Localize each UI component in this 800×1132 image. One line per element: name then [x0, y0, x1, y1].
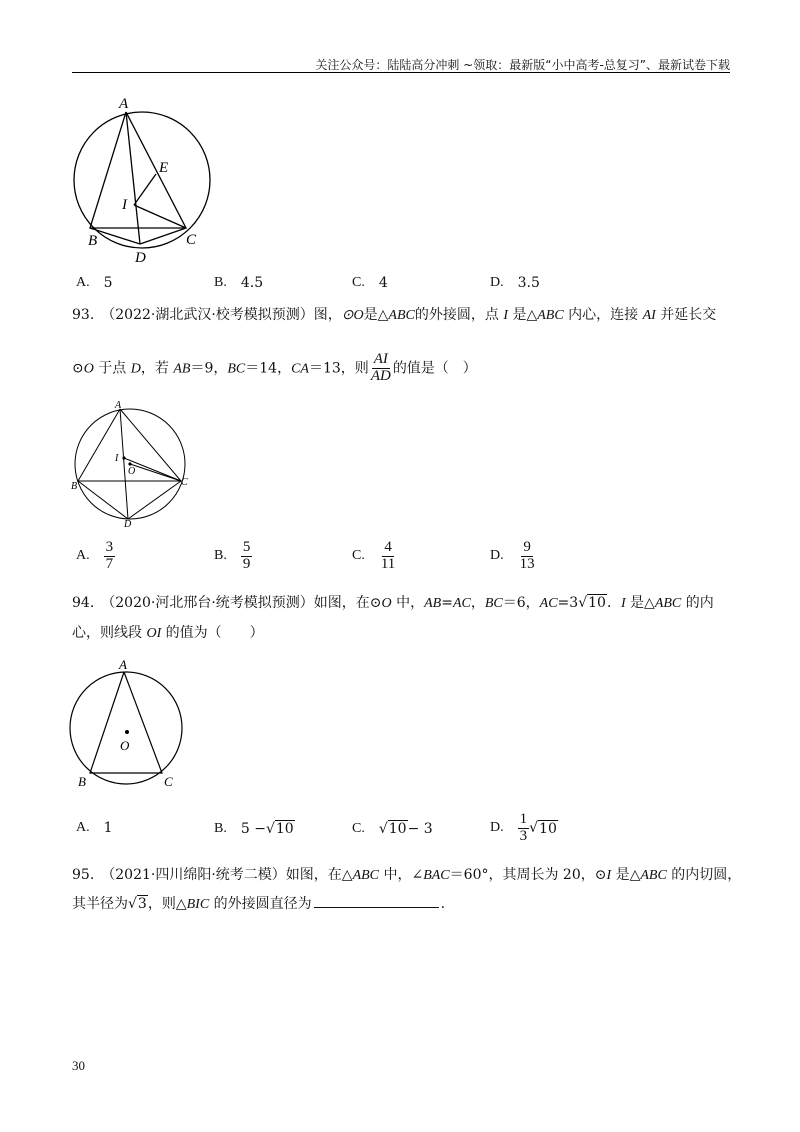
- q93-option-b[interactable]: B. $\frac{5}{9}$: [214, 539, 251, 572]
- q94-option-d[interactable]: D. $\frac{1}{3}$ √ 10: [490, 811, 557, 844]
- header-rule: [72, 72, 730, 73]
- q93-option-a[interactable]: A. $\frac{3}{7}$: [76, 539, 114, 572]
- q92-option-d[interactable]: D. 3.5: [490, 275, 540, 291]
- figure-94-label-o: O: [120, 738, 130, 753]
- figure-94-label-a: A: [119, 657, 127, 672]
- page-header: 关注公众号：陆陆高分冲刺 ~领取：最新版“小中高考-总复习”、最新试卷下载: [315, 58, 730, 72]
- figure-93: [68, 398, 200, 528]
- q94-stem-line2: 心，则线段 OI 的值为（ ）: [72, 625, 264, 641]
- q92-option-b[interactable]: B. 4.5: [214, 275, 264, 291]
- q94-stem-line1: 94. （2020·河北邢台·统考模拟预测）如图，在⊙O 中，AB=AC，BC＝6，AC=3√10．I 是△ABC 的内: [72, 595, 714, 611]
- page-number: 30: [72, 1058, 85, 1073]
- figure-94-label-c: C: [164, 774, 173, 789]
- q93-stem-line1: 93. （2022·湖北武汉·校考模拟预测）图，⊙O是△ABC的外接圆，点 I 是△ABC 内心，连接 AI 并延长交: [72, 307, 717, 323]
- figure-93-label-d: D: [124, 519, 132, 528]
- figure-92-label-e: E: [159, 160, 169, 176]
- q93-option-c[interactable]: C. $\frac{4}{11}$: [352, 539, 396, 572]
- figure-92-label-d: D: [135, 250, 146, 264]
- figure-93-label-o: O: [128, 466, 136, 477]
- q94-option-b[interactable]: B. 5 − √ 10: [214, 820, 294, 837]
- q92-option-c[interactable]: C. 4: [352, 275, 388, 291]
- figure-92: [68, 92, 218, 264]
- q95-stem-line1: 95. （2021·四川绵阳·统考二模）如图，在△ABC 中，∠BAC＝60°，其周长为 20，⊙I 是△ABC 的内切圆，: [72, 867, 742, 883]
- figure-92-label-c: C: [186, 232, 197, 248]
- figure-92-label-i: I: [122, 197, 127, 213]
- answer-blank[interactable]: [314, 907, 439, 908]
- figure-92-label-b: B: [88, 233, 98, 249]
- q93-stem-line2: ⊙O 于点 D，若 AB＝9，BC＝14，CA＝13，则 $\frac{AI}{AD}$ 的值是（ ）: [72, 351, 477, 384]
- q94-option-c[interactable]: C. √ 10 − 3: [352, 820, 433, 837]
- q93-option-d[interactable]: D. $\frac{9}{13}$: [490, 539, 535, 572]
- q95-stem-line2: 其半径为√3，则△BIC 的外接圆直径为 .: [72, 896, 446, 912]
- figure-92-label-a: A: [119, 96, 129, 112]
- arc-ab: AB: [424, 596, 442, 611]
- arc-ac: AC: [452, 596, 471, 611]
- figure-94-label-b: B: [78, 774, 86, 789]
- figure-93-label-i: I: [115, 453, 119, 464]
- figure-94: [68, 656, 192, 790]
- q94-option-a[interactable]: A. 1: [76, 820, 113, 836]
- q92-option-a[interactable]: A. 5: [76, 275, 113, 291]
- figure-93-label-b: B: [71, 481, 78, 492]
- fraction-ai-ad: $\frac{AI}{AD}$: [370, 351, 391, 384]
- figure-93-label-c: C: [181, 477, 188, 488]
- figure-93-label-a: A: [115, 400, 122, 411]
